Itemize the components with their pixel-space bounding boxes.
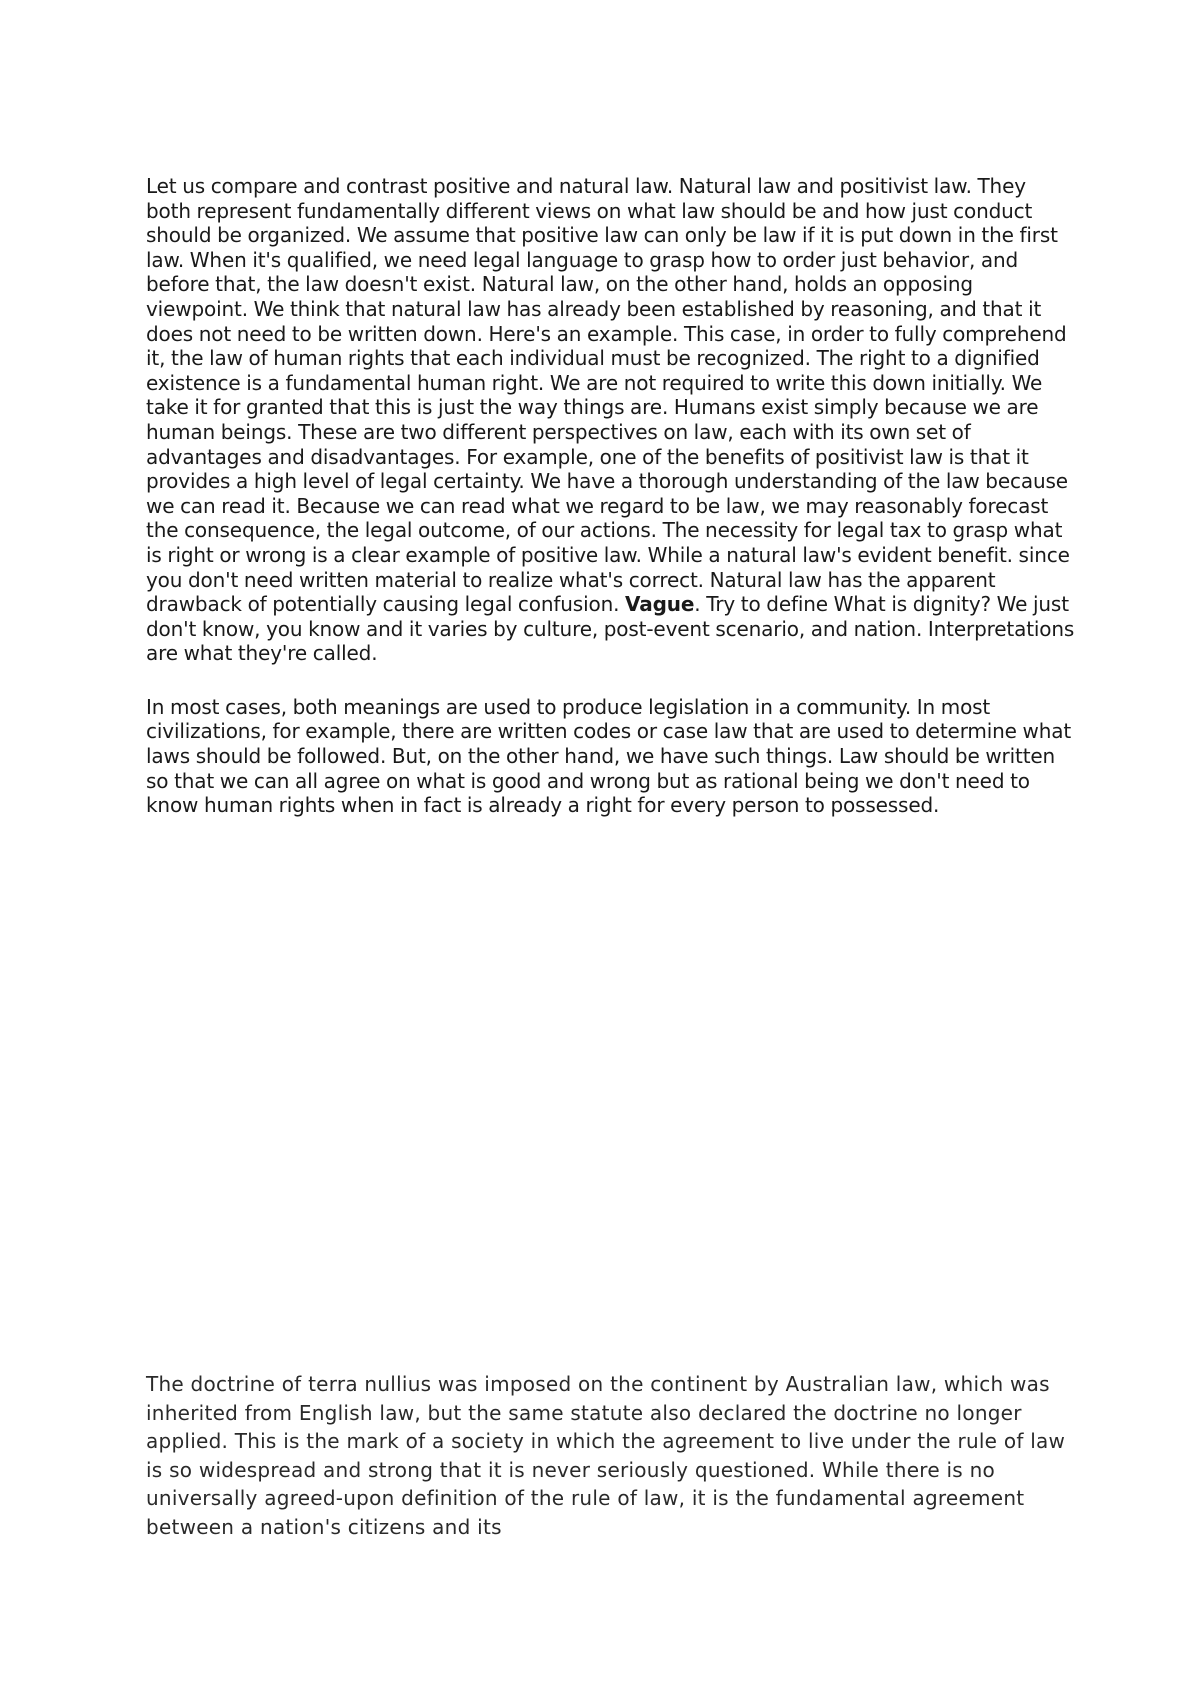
- paragraph-terra-nullius: The doctrine of terra nullius was imposed on the continent by Australian law, which was inherited from English law, but the same statute also declared the doctrine no longer applied. This is the mark of a society in which the agreement to live under the rule of law is so widespread and strong that it is never seriously questioned. While there is no universally agreed-upon definition of the rule of law, it is the fundamental agreement between a nation's citizens and its: [146, 1372, 1066, 1539]
- paragraph-1-bold-term: Vague: [625, 592, 695, 617]
- text-block-top: [146, 174, 1076, 818]
- paragraph-positive-vs-natural-law: [146, 174, 1076, 666]
- paragraph-legislation: In most cases, both meanings are used to produce legislation in a community. In most civilizations, for example, there are written codes or case law that are used to determine what laws should be followed. But, on the other hand, we have such things. Law should be written so that we can all agree on what is good and wrong but as rational being we don't need to know human rights when in fact is already a right for every person to possessed.: [146, 694, 1072, 818]
- paragraph-1-text-start: Let us compare and contrast positive and natural law. Natural law and positivist law. They both represent fundamentally different views on what law should be and how just conduct should be organized. We assume that positive law can only be law if it is put down in the first law. When it's qualified, we need legal language to grasp how to order just behavior, and before that, the law doesn't exist. Natural law, on the other hand, holds an opposing viewpoint. We think that natural law has already been established by reasoning, and that it does not need to be written down. Here's an example. This case, in order to fully comprehend it, the law of human rights that each individual must be recognized. The right to a dignified existence is a fundamental human right. We are not required to write this down initially. We take it for granted that this is just the way things are. Humans exist simply because we are human beings. These are two different perspectives on law, each with its own set of advantages and disadvantages. For example, one of the benefits of positivist law is that it provides a high level of legal certainty. We have a thorough understanding of the law because we can read it. Because we can read what we regard to be law, we may reasonably forecast the consequence, the legal outcome, of our actions. The necessity for legal tax to grasp what is right or wrong is a clear example of positive law. While a natural law's evident benefit. since you don't need written material to realize what's correct. Natural law has the apparent drawback of potentially causing legal confusion.: [146, 174, 1070, 617]
- paragraph-1-text-end: . Try to define What is dignity? We just don't know, you know and it varies by culture, post-event scenario, and nation. Interpretations are what they're called.: [146, 592, 1075, 666]
- text-block-bottom: [146, 1370, 1076, 1541]
